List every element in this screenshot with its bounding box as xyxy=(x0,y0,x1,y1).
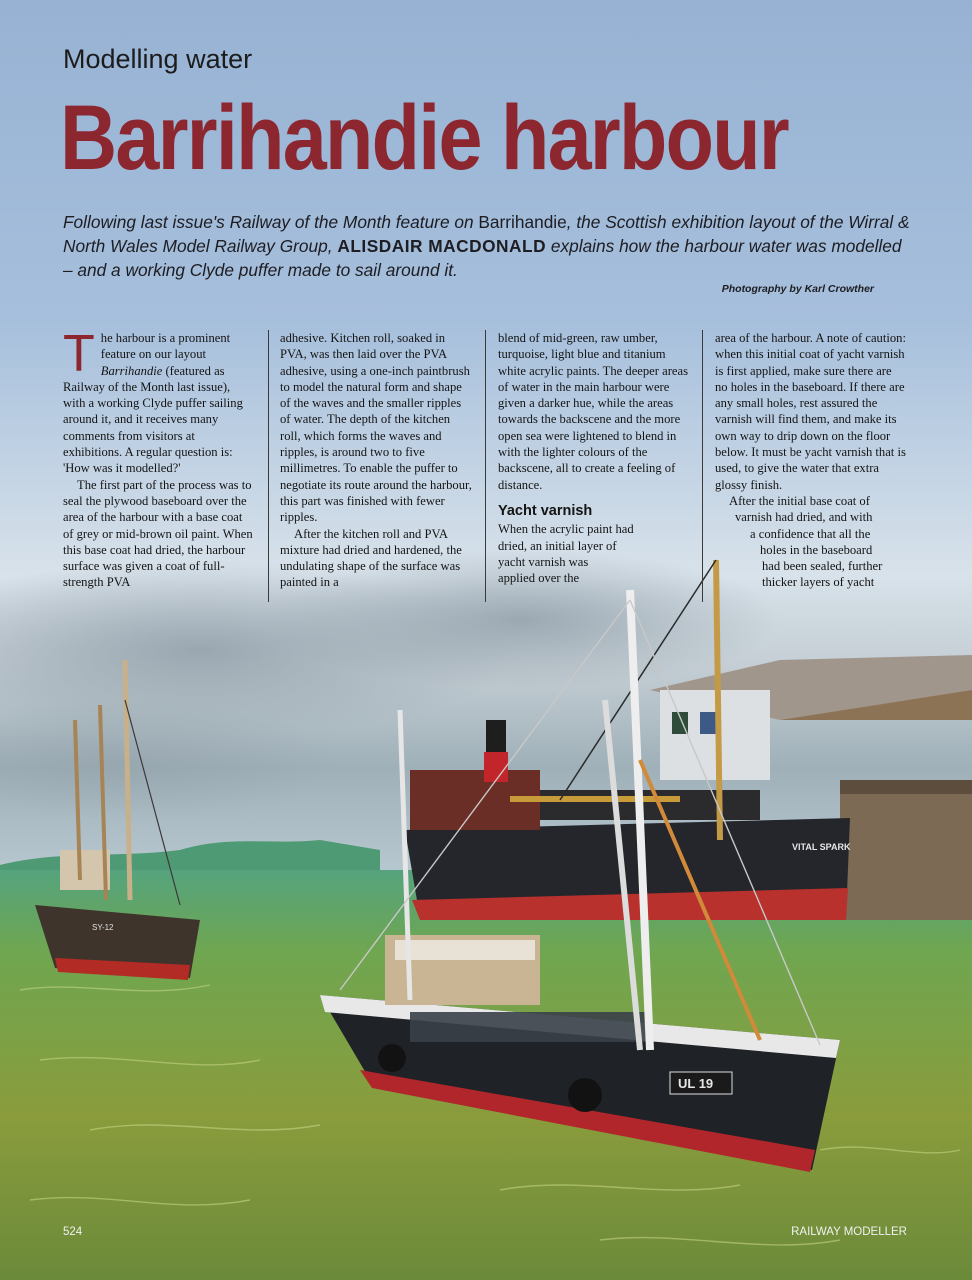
magazine-name: RAILWAY MODELLER xyxy=(791,1226,907,1238)
text-column-1 xyxy=(63,325,255,591)
text-column-4 xyxy=(715,330,907,591)
col1-para1-b: (featured as Railway of the Month last issue), with a working Clyde puffer sailing around it, and it receives many comments from visitors at exhibitions. A regular question is: 'How was it modelled?' xyxy=(63,363,243,476)
col4-line: thicker layers of yacht xyxy=(762,575,875,590)
col4-line: holes in the baseboard xyxy=(760,542,873,557)
col3-line: yacht varnish was xyxy=(498,554,589,569)
standfirst-author: ALISDAIR MACDONALD xyxy=(337,236,547,256)
col3-line: When the acrylic paint had xyxy=(498,522,634,537)
page-number: 524 xyxy=(63,1226,83,1238)
article-title: Barrihandie harbour xyxy=(60,87,788,189)
subhead-yacht-varnish: Yacht varnish xyxy=(498,502,593,519)
col3-line: applied over the xyxy=(498,571,580,586)
standfirst xyxy=(63,210,913,282)
column-rule xyxy=(702,330,703,602)
col4-para1: area of the harbour. A note of caution: when this initial coat of yacht varnish is first applied, make sure there are no holes in the baseboard. If there are any small holes, rest assured the varnish will find them, and make its own way to drip down on the floor below. It must be yacht varnish that is used, to give the water that extra glossy finish. xyxy=(715,331,906,492)
standfirst-part1: Following last issue's Railway of the Month feature on xyxy=(63,212,479,232)
text-column-2 xyxy=(280,330,472,591)
photo-credit: Photography by Karl Crowther xyxy=(721,283,874,295)
col1-para1-italic: Barrihandie xyxy=(100,363,163,378)
col1-para2: The first part of the process was to seal the plywood baseboard over the area of the harbour with a base coat of grey or mid-brown oil paint. When this base coat had dried, the harbour surface was given a coat of full-strength PVA xyxy=(63,477,253,590)
col3-line: dried, an initial layer of xyxy=(498,538,617,553)
standfirst-part3: explains how the harbour water was modelled – and a working Clyde puffer made to sail around it. xyxy=(63,236,902,280)
standfirst-part2: , the Scottish exhibition layout of the Wirral & North Wales Model Railway Group, xyxy=(63,212,910,256)
col4-line: had been sealed, further xyxy=(762,559,883,574)
column-rule xyxy=(268,330,269,602)
boat-left-registration: SY-12 xyxy=(92,923,114,932)
section-kicker: Modelling water xyxy=(63,44,253,74)
col2-para1: adhesive. Kitchen roll, soaked in PVA, was then laid over the PVA adhesive, using a one-inch paintbrush to model the natural form and shape of the waves and the smaller ripples of water. The depth of the kitchen roll, which forms the waves and ripples, is around two to five millimetres. To enable the puffer to negotiate its route around the harbour, this part was finished with fewer ripples. xyxy=(280,331,472,525)
boat-front-registration: UL 19 xyxy=(678,1076,714,1091)
drop-cap: T xyxy=(63,325,95,383)
col4-line: varnish had dried, and with xyxy=(735,510,873,525)
column-rule xyxy=(485,330,486,602)
text-column-3 xyxy=(498,330,690,586)
col4-line: After the initial base coat of xyxy=(729,493,870,508)
col1-para1-a: he harbour is a prominent feature on our layout xyxy=(100,331,231,362)
puffer-name: VITAL SPARK xyxy=(792,842,851,852)
col4-line: a confidence that all the xyxy=(750,526,871,541)
col3-para1: blend of mid-green, raw umber, turquoise, light blue and titanium white acrylic paints. The deeper areas of water in the main harbour were given a darker hue, while the areas towards the backscene and the more open sea were lightened to blend in with the lighter colours of the backscene, all to create a feeling of distance. xyxy=(498,331,688,492)
standfirst-layout-name: Barrihandie xyxy=(478,212,567,232)
col2-para2: After the kitchen roll and PVA mixture had dried and hardened, the undulating shape of the surface was painted in a xyxy=(280,526,462,590)
